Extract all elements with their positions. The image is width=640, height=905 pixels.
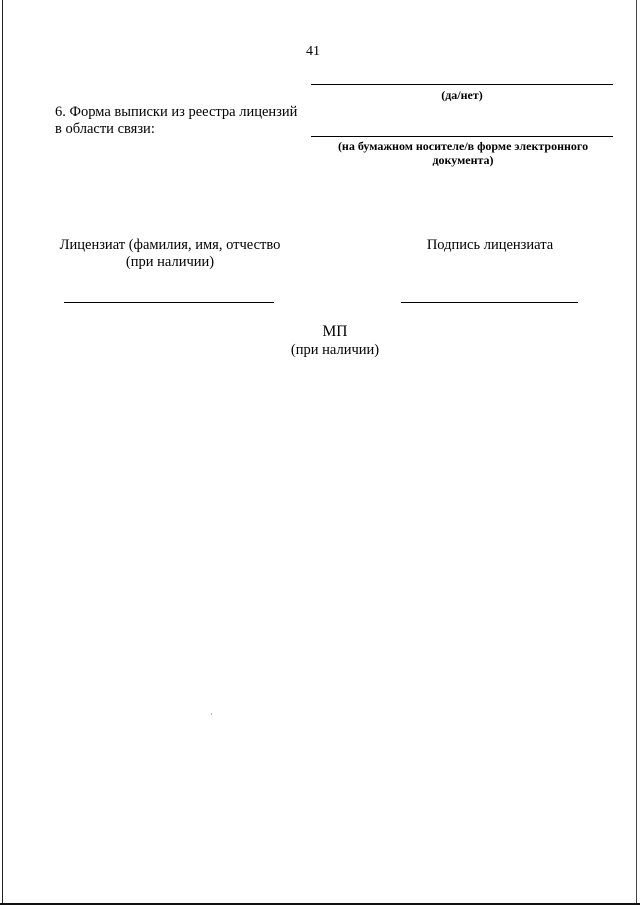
stamp-block [230, 322, 440, 360]
stamp-mp-label: МП [322, 323, 348, 340]
signature-fill-line [401, 302, 578, 303]
licensee-name-label-line1: Лицензиат (фамилия, имя, отчество [59, 237, 281, 253]
item-6-label [55, 104, 297, 138]
item-6-label-line1: 6. Форма выписки из реестра лицензий [55, 104, 298, 120]
item-6-label-line2: в области связи: [55, 121, 155, 137]
licensee-name-label-line2: (при наличии) [125, 254, 215, 270]
medium-hint-line2: документа) [432, 153, 494, 167]
yes-no-fill-line [311, 84, 613, 85]
page-number: 41 [306, 44, 320, 59]
page-border-right [636, 0, 637, 905]
page-border-left [2, 0, 3, 905]
stamp-note: (при наличии) [290, 342, 380, 358]
medium-fill-line [311, 136, 613, 137]
scan-speck [211, 713, 212, 715]
medium-hint [318, 139, 608, 167]
licensee-name-label [40, 237, 300, 271]
signature-label: Подпись лицензиата [426, 237, 554, 253]
licensee-name-fill-line [64, 302, 274, 303]
yes-no-hint: (да/нет) [441, 88, 483, 102]
medium-hint-line1: (на бумажном носителе/в форме электронного [337, 139, 589, 153]
